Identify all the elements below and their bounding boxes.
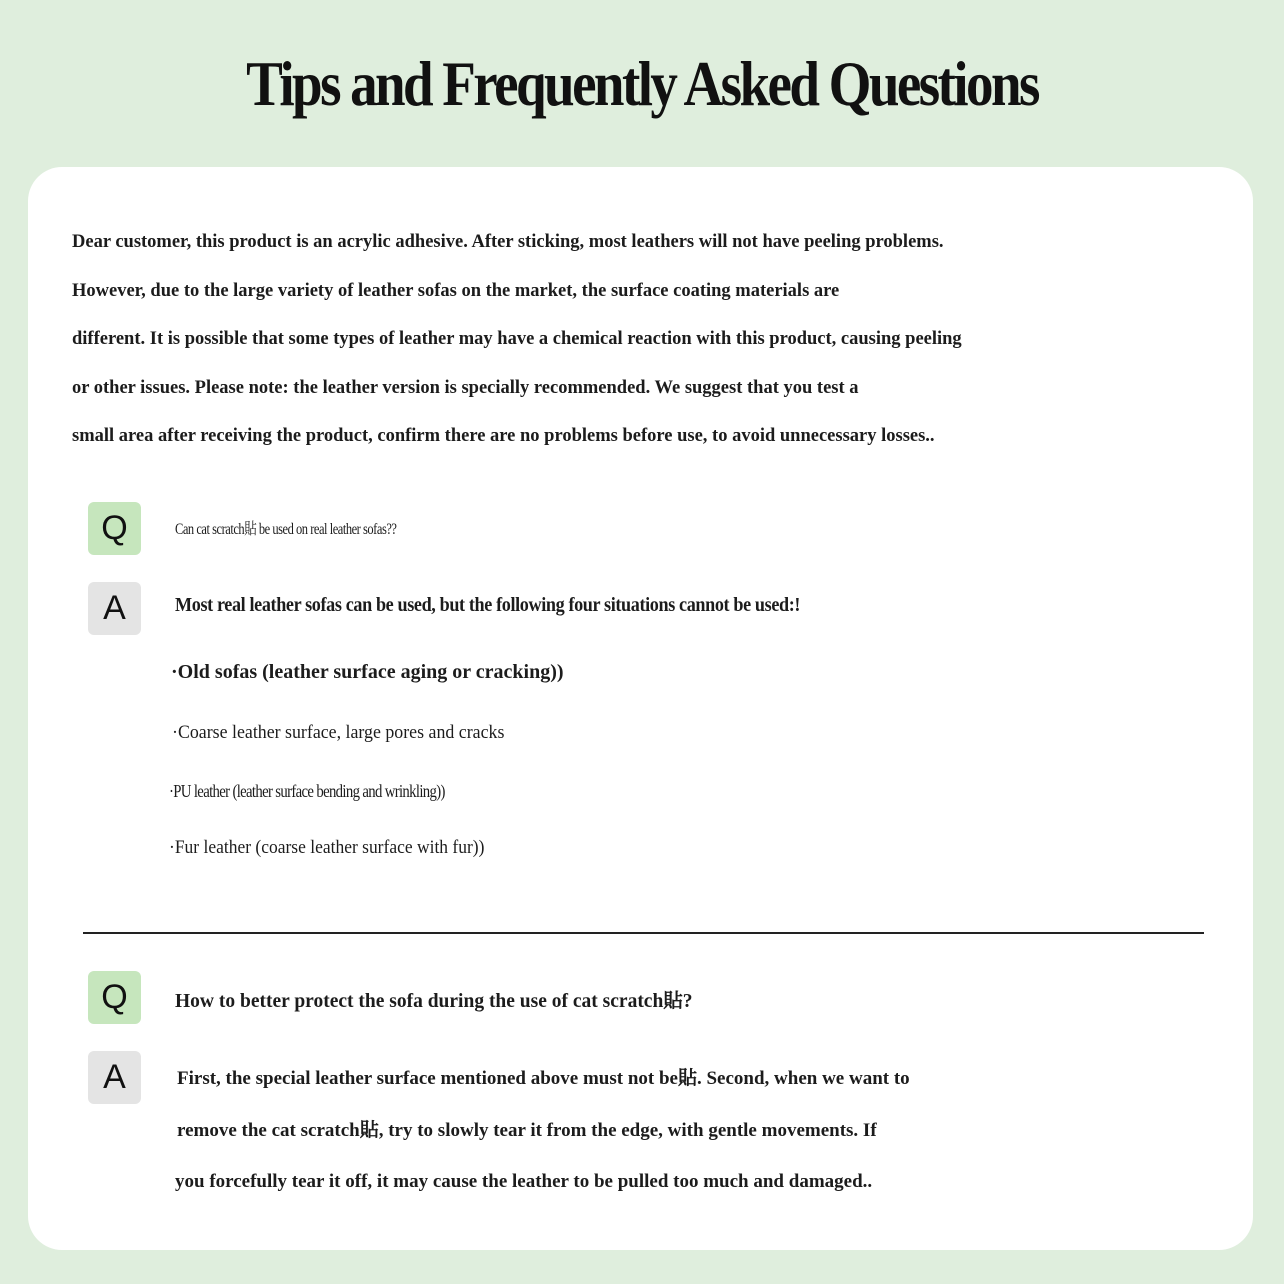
intro-line: or other issues. Please note: the leather version is specially recommended. We suggest that you test a — [72, 377, 859, 398]
faq2-answer-line: First, the special leather surface mentioned above must not be貼. Second, when we want to — [177, 1068, 910, 1089]
faq1-question-badge: Q — [88, 502, 141, 555]
intro-line: small area after receiving the product, confirm there are no problems before use, to avoid unnecessary losses.. — [72, 426, 935, 446]
intro-line: Dear customer, this product is an acrylic adhesive. After sticking, most leathers will not have peeling problems. — [72, 232, 944, 252]
faq1-bullet: ·Coarse leather surface, large pores and cracks — [172, 722, 505, 743]
faq2-question-badge: Q — [88, 971, 141, 1024]
faq1-answer-text: Most real leather sofas can be used, but the following four situations cannot be used:! — [175, 595, 801, 616]
faq2-answer-line: you forcefully tear it off, it may cause the leather to be pulled too much and damaged.. — [175, 1171, 873, 1192]
intro-line: However, due to the large variety of leather sofas on the market, the surface coating materials are — [72, 280, 840, 301]
intro-paragraph — [72, 218, 1032, 461]
faq2-answer-text — [177, 1053, 977, 1208]
faq1-question-text: Can cat scratch貼 be used on real leather sofas?? — [175, 521, 397, 538]
faq2-answer-line: remove the cat scratch貼, try to slowly tear it from the edge, with gentle movements. If — [177, 1119, 877, 1141]
faq1-answer-badge: A — [88, 582, 141, 635]
faq1-bullet: ·PU leather (leather surface bending and wrinkling)) — [169, 781, 445, 801]
section-divider — [83, 932, 1204, 934]
page-title: Tips and Frequently Asked Questions — [246, 48, 1038, 119]
intro-line: different. It is possible that some types of leather may have a chemical reaction with this product, causing peeling — [72, 329, 962, 349]
faq2-question-text: How to better protect the sofa during the use of cat scratch貼? — [175, 991, 693, 1012]
faq2-answer-badge: A — [88, 1051, 141, 1104]
faq1-bullet: ·Old sofas (leather surface aging or cracking)) — [171, 661, 564, 683]
faq1-bullet: ·Fur leather (coarse leather surface with fur)) — [169, 837, 485, 858]
